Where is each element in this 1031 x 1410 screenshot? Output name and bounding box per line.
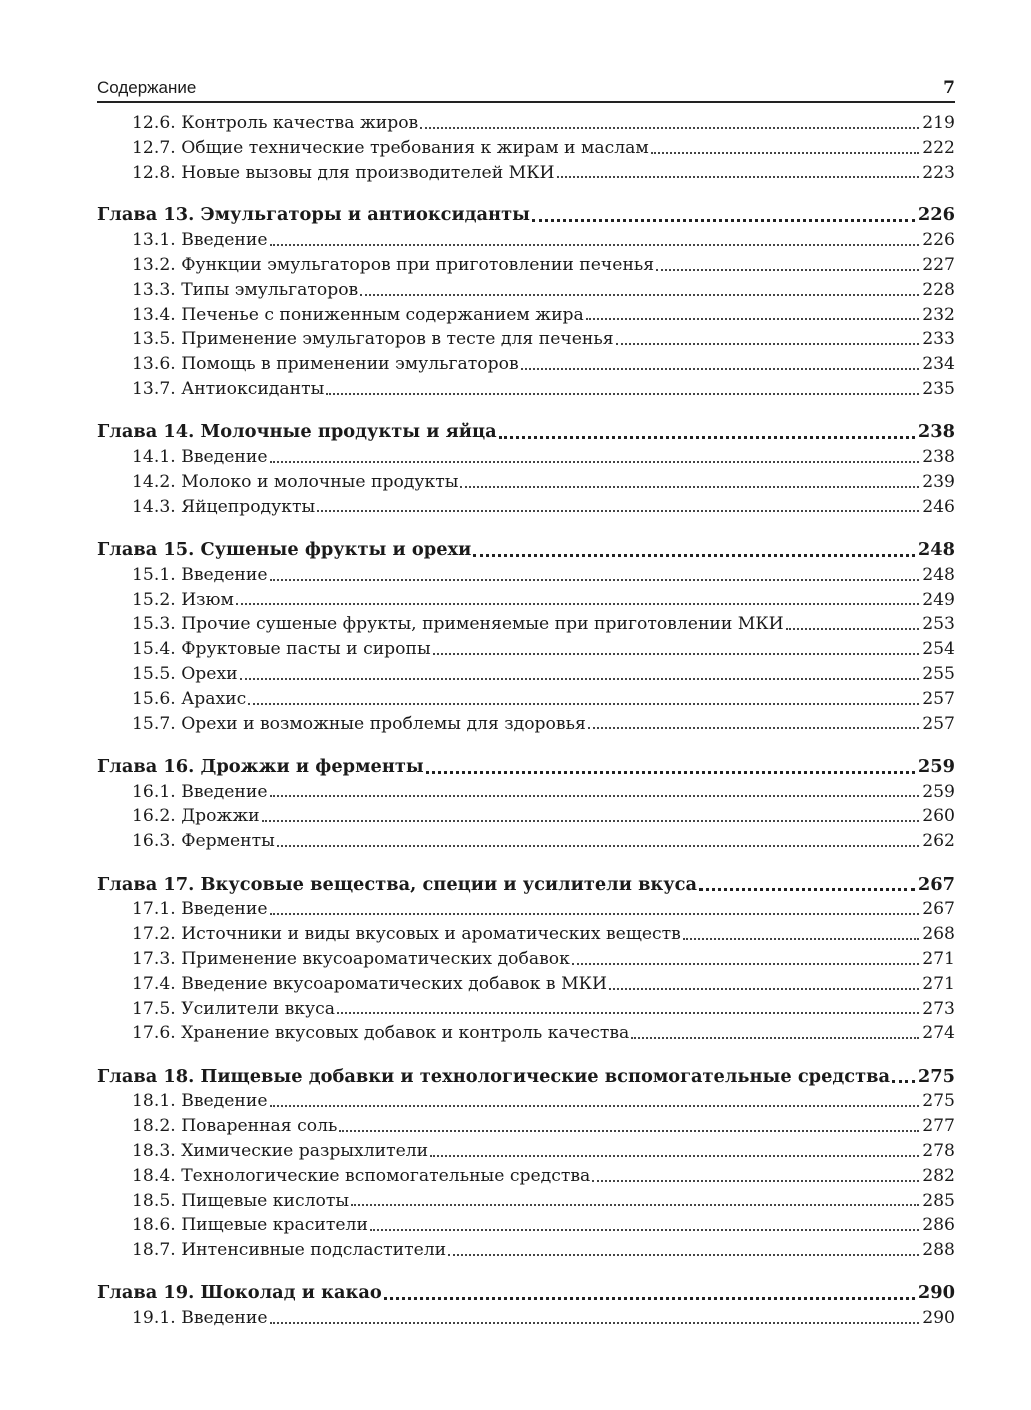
dot-leader (499, 435, 915, 439)
section-title: 13.6. Помощь в применении эмульгаторов (132, 354, 519, 375)
dot-leader (277, 844, 919, 847)
toc-page-number: 267 (917, 873, 955, 895)
toc-page-number: 219 (922, 113, 955, 133)
section-title: 15.6. Арахис (132, 688, 247, 709)
toc-section-entry (97, 253, 955, 278)
dot-leader (384, 1296, 915, 1300)
toc-page-number: 238 (922, 447, 955, 468)
dot-leader (370, 1228, 919, 1231)
dot-leader (521, 367, 920, 370)
dot-leader (420, 126, 919, 129)
toc-section-entry (97, 637, 955, 662)
dot-leader (270, 243, 920, 246)
toc-section-entry (97, 1306, 955, 1331)
toc-page-number: 222 (922, 137, 955, 158)
toc-page-number: 228 (922, 279, 955, 300)
toc-page-number: 275 (922, 1091, 955, 1112)
toc-section-entry (97, 804, 955, 829)
dot-leader (339, 1129, 919, 1132)
dot-leader (426, 770, 915, 774)
dot-leader (592, 1179, 919, 1182)
toc-page-number: 232 (922, 304, 955, 325)
toc-section-entry (97, 829, 955, 854)
toc-page-number: 285 (922, 1190, 955, 1211)
section-title: 18.1. Введение (132, 1091, 268, 1112)
toc-section-entry (97, 997, 955, 1022)
toc-page-number: 267 (922, 899, 955, 920)
section-title: 17.1. Введение (132, 899, 268, 920)
toc-page-number: 257 (922, 713, 955, 734)
dot-leader (683, 937, 919, 940)
section-title: 17.6. Хранение вкусовых добавок и контроль качества (132, 1023, 630, 1044)
toc-section-entry (97, 687, 955, 712)
section-title: 15.2. Изюм (132, 589, 234, 610)
dot-leader (317, 509, 919, 512)
dot-leader (651, 151, 919, 154)
section-title: 14.3. Яйцепродукты (132, 496, 316, 517)
dot-leader (473, 553, 915, 557)
section-title: 18.3. Химические разрыхлители (132, 1140, 429, 1161)
toc-chapter-entry (97, 203, 955, 228)
dot-leader (699, 887, 915, 891)
toc-section-entry (97, 445, 955, 470)
section-title: 18.2. Поваренная соль (132, 1116, 338, 1137)
toc-section-entry (97, 327, 955, 352)
dot-leader (557, 175, 920, 178)
section-title: 19.1. Введение (132, 1308, 268, 1329)
dot-leader (236, 602, 919, 605)
section-title: 16.3. Ферменты (132, 831, 275, 852)
toc-section-entry (97, 278, 955, 303)
dot-leader (460, 485, 919, 488)
dot-leader (270, 1104, 920, 1107)
section-title: 13.3. Типы эмульгаторов (132, 279, 359, 300)
dot-leader (631, 1036, 919, 1039)
dot-leader (270, 1321, 920, 1324)
toc-section-entry (97, 495, 955, 520)
toc-page-number: 262 (922, 831, 955, 852)
section-title: 12.6. Контроль качества жиров (132, 113, 419, 133)
chapter-title: Глава 13. Эмульгаторы и антиоксиданты (97, 204, 530, 226)
toc-page-number: 226 (917, 204, 955, 226)
toc-page-number: 259 (922, 781, 955, 802)
toc-page-number: 260 (922, 806, 955, 827)
toc-section-entry (97, 780, 955, 805)
toc-page-number: 268 (922, 924, 955, 945)
toc-page-number: 227 (922, 254, 955, 275)
dot-leader (337, 1011, 919, 1014)
dot-leader (351, 1203, 919, 1206)
toc-page-number: 275 (917, 1065, 955, 1087)
toc-page-number: 274 (922, 1023, 955, 1044)
toc-section-entry (97, 111, 955, 136)
toc-chapter-entry (97, 420, 955, 445)
section-title: 13.5. Применение эмульгаторов в тесте для печенья (132, 329, 614, 350)
section-title: 14.2. Молоко и молочные продукты (132, 471, 459, 492)
dot-leader (656, 268, 919, 271)
dot-leader (270, 460, 920, 463)
section-title: 16.2. Дрожжи (132, 806, 260, 827)
toc-page-number: 257 (922, 688, 955, 709)
toc-page-number: 226 (922, 230, 955, 251)
toc-page-number: 271 (922, 948, 955, 969)
dot-leader (572, 962, 919, 965)
section-title: 13.7. Антиоксиданты (132, 378, 325, 399)
toc-page-number: 259 (917, 755, 955, 777)
dot-leader (270, 794, 920, 797)
chapter-title: Глава 16. Дрожжи и ферменты (97, 755, 424, 777)
document-page (97, 72, 955, 1331)
dot-leader (270, 578, 920, 581)
chapter-title: Глава 15. Сушеные фрукты и орехи (97, 538, 472, 560)
toc-page-number: 233 (922, 329, 955, 350)
dot-leader (433, 652, 920, 655)
toc-page-number: 253 (922, 614, 955, 635)
toc-section-entry (97, 1114, 955, 1139)
section-title: 15.4. Фруктовые пасты и сиропы (132, 639, 431, 660)
toc-page-number: 234 (922, 354, 955, 375)
header-title: Содержание (97, 78, 197, 97)
section-title: 18.7. Интенсивные подсластители (132, 1240, 447, 1261)
toc-page-number: 288 (922, 1240, 955, 1261)
toc-section-entry (97, 1238, 955, 1263)
toc-section-entry (97, 612, 955, 637)
toc-section-entry (97, 563, 955, 588)
section-title: 17.5. Усилители вкуса (132, 998, 335, 1019)
toc-section-entry (97, 1164, 955, 1189)
toc-section-entry (97, 922, 955, 947)
dot-leader (586, 317, 919, 320)
toc-page-number: 255 (922, 663, 955, 684)
toc-section-entry (97, 1213, 955, 1238)
toc-page-number: 246 (922, 496, 955, 517)
toc-section-entry (97, 1021, 955, 1046)
toc-section-entry (97, 897, 955, 922)
section-title: 15.3. Прочие сушеные фрукты, применяемые при приготовлении МКИ (132, 614, 784, 635)
toc-chapter-entry (97, 873, 955, 898)
toc-page-number: 248 (922, 564, 955, 585)
toc-section-entry (97, 352, 955, 377)
toc-section-entry (97, 947, 955, 972)
toc-section-entry (97, 377, 955, 402)
section-title: 13.2. Функции эмульгаторов при приготовлении печенья (132, 254, 655, 275)
section-title: 14.1. Введение (132, 447, 268, 468)
section-title: 15.5. Орехи (132, 663, 238, 684)
dot-leader (240, 677, 920, 680)
toc-section-entry (97, 1189, 955, 1214)
section-title: 12.7. Общие технические требования к жирам и маслам (132, 137, 649, 158)
dot-leader (448, 1253, 919, 1256)
toc-section-entry (97, 136, 955, 161)
toc-page-number: 290 (917, 1282, 955, 1304)
toc-chapter-entry (97, 1065, 955, 1090)
toc-page-number: 223 (922, 162, 955, 183)
section-title: 17.2. Источники и виды вкусовых и ароматических веществ (132, 924, 681, 945)
toc-page-number: 282 (922, 1165, 955, 1186)
dot-leader (616, 342, 920, 345)
toc-chapter-entry (97, 538, 955, 563)
toc-page-number: 277 (922, 1116, 955, 1137)
toc-page-number: 235 (922, 378, 955, 399)
toc-page-number: 238 (917, 421, 955, 443)
running-header (97, 72, 955, 103)
toc-page-number: 254 (922, 639, 955, 660)
toc-section-entry (97, 303, 955, 328)
chapter-title: Глава 14. Молочные продукты и яйца (97, 421, 497, 443)
section-title: 13.4. Печенье с пониженным содержанием жира (132, 304, 584, 325)
toc-page-number: 239 (922, 471, 955, 492)
section-title: 17.3. Применение вкусоароматических добавок (132, 948, 570, 969)
section-title: 15.7. Орехи и возможные проблемы для здоровья (132, 713, 586, 734)
toc-section-entry (97, 588, 955, 613)
dot-leader (532, 218, 915, 222)
toc-section-entry (97, 972, 955, 997)
section-title: 13.1. Введение (132, 230, 268, 251)
toc-section-entry (97, 470, 955, 495)
dot-leader (609, 987, 919, 990)
chapter-title: Глава 19. Шоколад и какао (97, 1282, 382, 1304)
toc-page-number: 248 (917, 538, 955, 560)
toc-page-number: 286 (922, 1215, 955, 1236)
section-title: 17.4. Введение вкусоароматических добавок в МКИ (132, 973, 607, 994)
dot-leader (248, 702, 919, 705)
section-title: 18.6. Пищевые красители (132, 1215, 368, 1236)
chapter-title: Глава 18. Пищевые добавки и технологические вспомогательные средства (97, 1065, 890, 1087)
dot-leader (360, 293, 919, 296)
dot-leader (430, 1154, 919, 1157)
toc-section-entry (97, 712, 955, 737)
toc-section-entry (97, 1089, 955, 1114)
toc-section-entry (97, 662, 955, 687)
page-number: 7 (943, 78, 955, 98)
chapter-title: Глава 17. Вкусовые вещества, специи и усилители вкуса (97, 873, 698, 895)
toc-page-number: 278 (922, 1140, 955, 1161)
dot-leader (326, 392, 919, 395)
dot-leader (892, 1079, 915, 1083)
toc-page-number: 290 (922, 1308, 955, 1329)
toc-page-number: 273 (922, 998, 955, 1019)
dot-leader (786, 627, 920, 630)
section-title: 18.4. Технологические вспомогательные средства (132, 1165, 591, 1186)
section-title: 16.1. Введение (132, 781, 268, 802)
toc-section-entry (97, 161, 955, 186)
section-title: 18.5. Пищевые кислоты (132, 1190, 350, 1211)
toc-page-number: 271 (922, 973, 955, 994)
section-title: 12.8. Новые вызовы для производителей МКИ (132, 162, 555, 183)
table-of-contents (97, 111, 955, 1331)
section-title: 15.1. Введение (132, 564, 268, 585)
toc-chapter-entry (97, 755, 955, 780)
dot-leader (588, 726, 919, 729)
dot-leader (270, 912, 920, 915)
dot-leader (262, 819, 920, 822)
toc-chapter-entry (97, 1281, 955, 1306)
toc-section-entry (97, 228, 955, 253)
toc-section-entry (97, 1139, 955, 1164)
toc-page-number: 249 (922, 589, 955, 610)
